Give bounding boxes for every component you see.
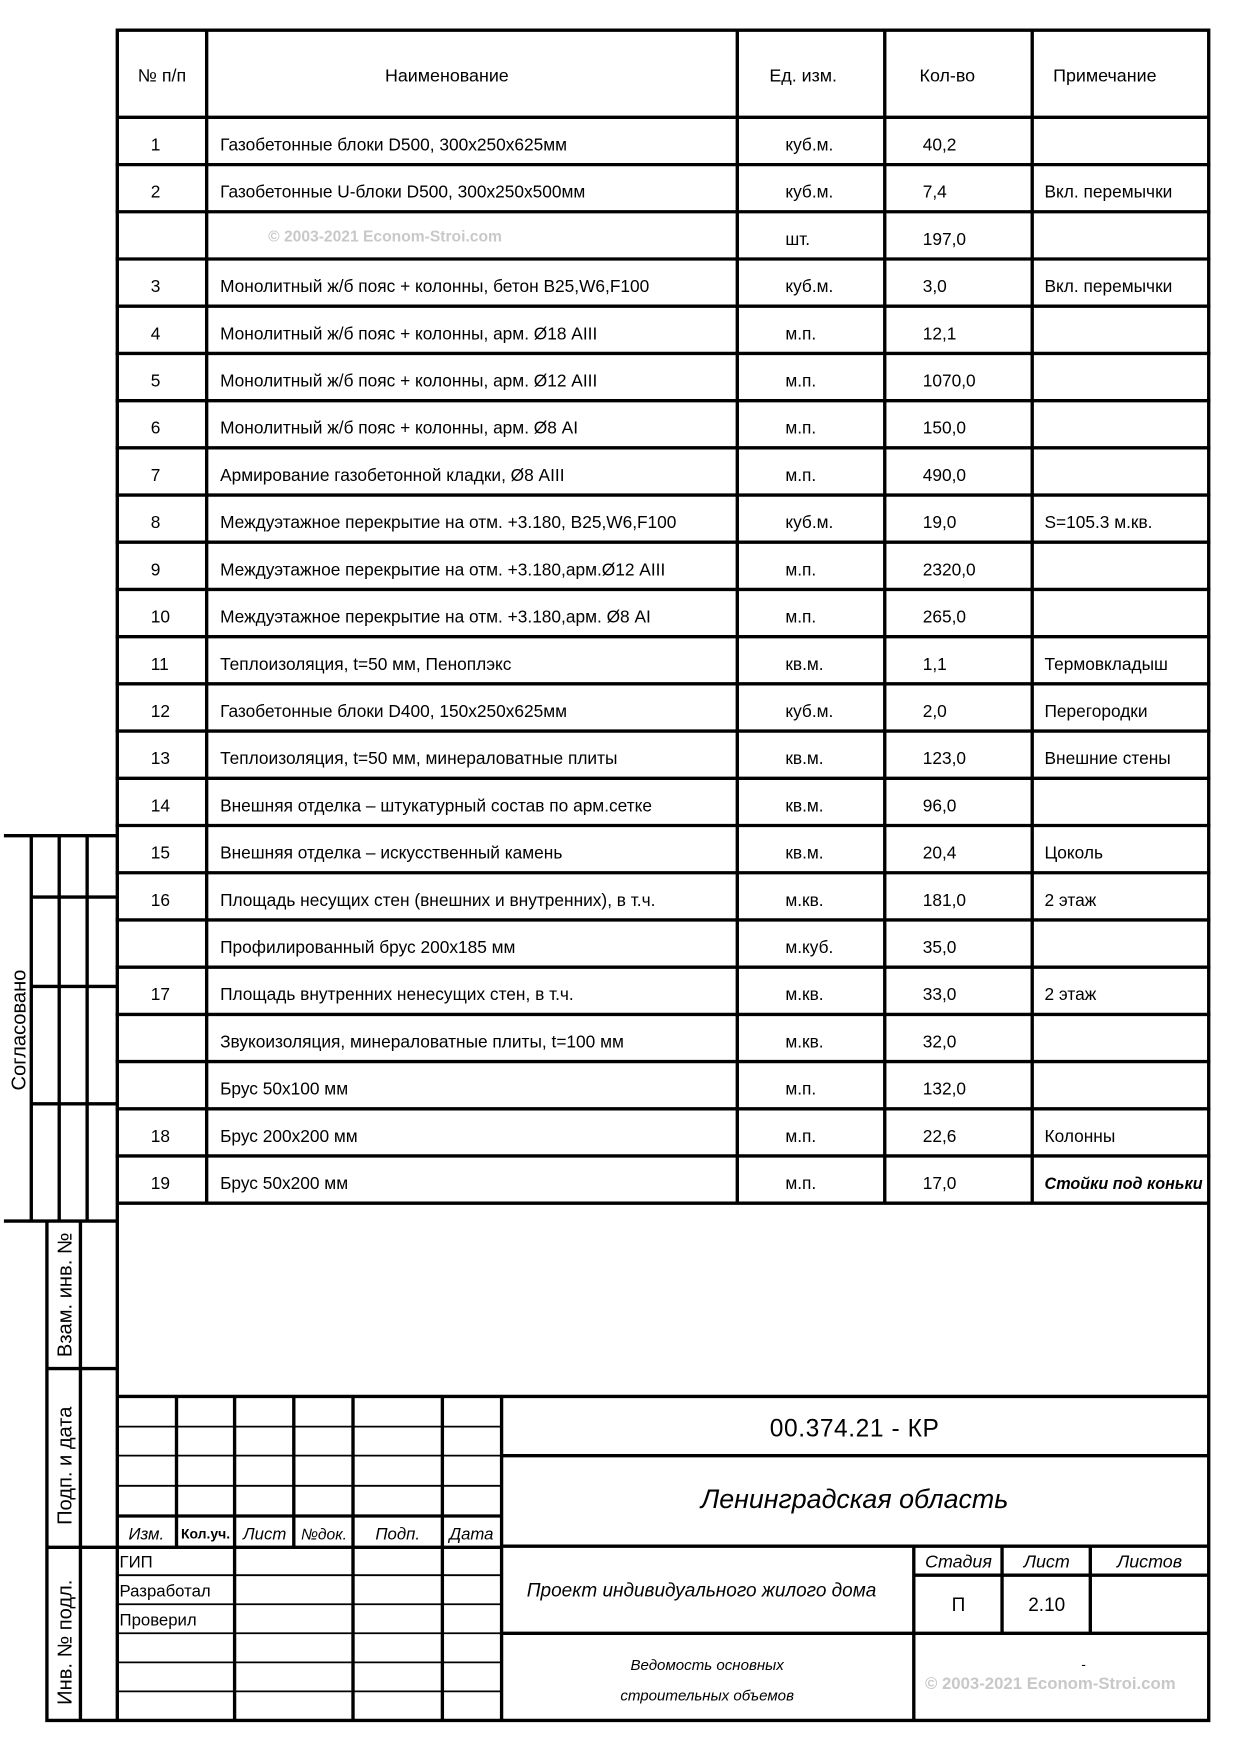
row-name-cell: Междуэтажное перекрытие на отм. +3.180, В25,W6,F100 (220, 512, 677, 533)
table-row (220, 937, 956, 957)
table-row (151, 559, 976, 579)
row-num-cell: 4 (150, 323, 161, 344)
row-qty-cell: 132,0 (922, 1078, 967, 1099)
sheet-label: Лист (1023, 1551, 1070, 1572)
row-name-cell: Теплоизоляция, t=50 мм, Пеноплэкс (220, 653, 512, 674)
row-name-cell: Газобетонные блоки D400, 150х250х625мм (220, 701, 568, 722)
table-row (151, 843, 1103, 863)
row-qty-cell: 1070,0 (922, 370, 976, 391)
table-row (220, 1031, 956, 1051)
row-unit-cell: м.п. (785, 1125, 817, 1146)
role-gip: ГИП (119, 1552, 153, 1572)
agreed-label: Согласовано (8, 969, 31, 1091)
row-name-cell: Междуэтажное перекрытие на отм. +3.180,арм.Ø12 АIII (220, 559, 666, 580)
header-unit: Ед. изм. (769, 65, 838, 86)
table-row (151, 512, 1153, 532)
table-row (151, 418, 966, 438)
row-num-cell: 17 (150, 984, 171, 1005)
row-unit-cell: кв.м. (785, 748, 824, 769)
role-checker: Проверил (119, 1610, 197, 1630)
role-developer: Разработал (119, 1581, 211, 1601)
row-name-cell: Внешняя отделка – штукатурный состав по арм.сетке (220, 795, 653, 816)
changes-header-izm: Изм. (128, 1524, 165, 1544)
row-qty-cell: 197,0 (922, 228, 967, 249)
row-num-cell: 5 (150, 370, 161, 391)
document-code: 00.374.21 - КР (769, 1415, 940, 1443)
header-num: № п/п (137, 65, 187, 86)
row-qty-cell: 123,0 (922, 748, 967, 769)
row-unit-cell: куб.м. (785, 276, 834, 297)
row-name-cell: Площадь несущих стен (внешних и внутренних), в т.ч. (220, 889, 656, 910)
row-note-cell: Термовкладыш (1044, 653, 1168, 674)
row-note-cell: S=105.3 м.кв. (1044, 512, 1153, 533)
row-num-cell: 3 (150, 276, 161, 297)
row-note-cell: Вкл. перемычки (1044, 276, 1173, 297)
row-unit-cell: м.кв. (785, 1031, 824, 1052)
row-unit-cell: кв.м. (785, 795, 824, 816)
title-block (527, 1416, 1182, 1705)
table-row (151, 182, 1172, 202)
table-row (151, 748, 1171, 768)
row-name-cell: Междуэтажное перекрытие на отм. +3.180,арм. Ø8 АI (220, 606, 651, 627)
row-name-cell: Звукоизоляция, минераловатные плиты, t=100 мм (220, 1031, 624, 1052)
row-num-cell: 15 (150, 842, 171, 863)
watermark-body: © 2003-2021 Econom-Stroi.com (268, 228, 502, 246)
table-row (151, 1126, 1115, 1146)
row-unit-cell: м.п. (785, 370, 817, 391)
row-note-cell: Колонны (1044, 1125, 1116, 1146)
row-name-cell: Площадь внутренних ненесущих стен, в т.ч. (220, 984, 574, 1005)
header-qty: Кол-во (919, 65, 976, 86)
watermark-corner: © 2003-2021 Econom-Stroi.com (924, 1674, 1176, 1694)
dash-mark: - (1081, 1657, 1086, 1673)
table-row (151, 370, 976, 390)
row-unit-cell: м.п. (785, 1173, 817, 1194)
row-name-cell: Внешняя отделка – искусственный камень (220, 842, 563, 863)
row-name-cell: Монолитный ж/б пояс + колонны, арм. Ø12 АIII (220, 370, 598, 391)
table-row (151, 134, 957, 154)
row-name-cell: Монолитный ж/б пояс + колонны, арм. Ø8 АI (220, 417, 579, 438)
row-num-cell: 12 (150, 701, 171, 722)
table-row (151, 890, 1097, 910)
row-qty-cell: 40,2 (922, 134, 957, 155)
side-stamp (9, 970, 77, 1705)
row-note-cell: 2 этаж (1044, 889, 1097, 910)
row-note-cell: Внешние стены (1044, 748, 1171, 769)
row-unit-cell: м.кв. (785, 984, 824, 1005)
table-row (785, 229, 966, 249)
row-qty-cell: 19,0 (922, 512, 957, 533)
row-note-cell: Цоколь (1044, 842, 1104, 863)
row-name-cell: Брус 200х200 мм (220, 1125, 358, 1146)
changes-header-list: Лист (243, 1524, 287, 1544)
row-unit-cell: м.п. (785, 1078, 817, 1099)
row-num-cell: 16 (150, 889, 171, 910)
row-note-cell: Стойки под коньки (1044, 1175, 1203, 1194)
table-header (138, 66, 1157, 86)
table-row (151, 276, 1172, 296)
row-note-cell: Перегородки (1044, 701, 1148, 722)
changes-header-kol-uch: Кол.уч. (180, 1525, 231, 1542)
table-row (220, 1079, 966, 1099)
table-row (151, 795, 957, 815)
row-qty-cell: 2,0 (922, 701, 947, 722)
table-row (151, 1173, 1203, 1193)
row-name-cell: Монолитный ж/б пояс + колонны, арм. Ø18 АIII (220, 323, 598, 344)
table-row (151, 607, 966, 627)
row-num-cell: 1 (150, 134, 161, 155)
row-name-cell: Газобетонные блоки D500, 300х250х625мм (220, 134, 568, 155)
row-name-cell: Теплоизоляция, t=50 мм, минераловатные плиты (220, 748, 618, 769)
sheet-value: 2.10 (1028, 1594, 1066, 1616)
header-name: Наименование (384, 65, 509, 86)
table-row (151, 323, 957, 343)
row-qty-cell: 2320,0 (922, 559, 976, 580)
row-num-cell: 9 (150, 559, 161, 580)
table-body (151, 134, 1203, 1193)
table-row (151, 701, 1148, 721)
row-name-cell: Брус 50х200 мм (220, 1173, 349, 1194)
row-num-cell: 6 (150, 417, 161, 438)
row-qty-cell: 17,0 (922, 1173, 957, 1194)
row-name-cell: Газобетонные U-блоки D500, 300х250х500мм (220, 181, 586, 202)
sheet-title-line-1: Ведомость основных (630, 1657, 784, 1675)
row-num-cell: 11 (150, 653, 169, 674)
row-qty-cell: 490,0 (922, 464, 967, 485)
row-qty-cell: 20,4 (922, 842, 957, 863)
row-unit-cell: м.п. (785, 559, 817, 580)
row-unit-cell: куб.м. (785, 181, 834, 202)
row-qty-cell: 33,0 (922, 984, 957, 1005)
row-qty-cell: 22,6 (922, 1125, 957, 1146)
sign-date-label: Подп. и дата (54, 1406, 77, 1525)
row-unit-cell: шт. (785, 228, 811, 249)
stage-value: П (951, 1594, 966, 1616)
row-num-cell: 10 (150, 606, 171, 627)
row-name-cell: Профилированный брус 200х185 мм (220, 937, 516, 958)
sheet-title-line-2: строительных объемов (620, 1687, 794, 1705)
row-num-cell: 19 (150, 1173, 171, 1194)
table-row (151, 465, 966, 485)
row-qty-cell: 1,1 (922, 653, 947, 674)
row-num-cell: 7 (150, 464, 161, 485)
row-unit-cell: м.п. (785, 323, 817, 344)
row-unit-cell: м.куб. (785, 937, 834, 958)
replaced-inv-label: Взам. инв. № (54, 1232, 77, 1358)
row-unit-cell: м.п. (785, 606, 817, 627)
row-qty-cell: 265,0 (922, 606, 967, 627)
row-unit-cell: кв.м. (785, 842, 824, 863)
row-unit-cell: куб.м. (785, 701, 834, 722)
row-qty-cell: 7,4 (922, 181, 947, 202)
row-num-cell: 2 (150, 181, 161, 202)
row-unit-cell: кв.м. (785, 653, 824, 674)
changes-header-date: Дата (449, 1524, 494, 1544)
row-num-cell: 8 (150, 512, 161, 533)
row-qty-cell: 181,0 (922, 889, 967, 910)
row-qty-cell: 12,1 (922, 323, 957, 344)
table-row (151, 984, 1097, 1004)
orig-inv-label: Инв. № подл. (54, 1579, 77, 1705)
row-unit-cell: м.п. (785, 464, 817, 485)
table-row (151, 654, 1168, 674)
row-qty-cell: 96,0 (922, 795, 957, 816)
row-num-cell: 18 (150, 1125, 171, 1146)
row-name-cell: Армирование газобетонной кладки, Ø8 АIII (220, 464, 565, 485)
sheets-label: Листов (1116, 1551, 1183, 1572)
changes-header-doc-no: №док. (300, 1526, 347, 1544)
location-title: Ленинградская область (700, 1484, 1009, 1515)
header-note: Примечание (1053, 65, 1157, 86)
row-qty-cell: 3,0 (922, 276, 947, 297)
row-note-cell: Вкл. перемычки (1044, 181, 1173, 202)
row-unit-cell: м.п. (785, 417, 817, 438)
changes-header-sign: Подп. (375, 1524, 420, 1544)
row-qty-cell: 150,0 (922, 417, 967, 438)
row-unit-cell: м.кв. (785, 889, 824, 910)
row-qty-cell: 35,0 (922, 937, 957, 958)
row-qty-cell: 32,0 (922, 1031, 957, 1052)
row-note-cell: 2 этаж (1044, 984, 1097, 1005)
row-unit-cell: куб.м. (785, 134, 834, 155)
row-num-cell: 14 (150, 795, 171, 816)
project-title: Проект индивидуального жилого дома (526, 1580, 877, 1602)
row-unit-cell: куб.м. (785, 512, 834, 533)
row-num-cell: 13 (150, 748, 171, 769)
row-name-cell: Брус 50х100 мм (220, 1078, 349, 1099)
stage-label: Стадия (925, 1551, 992, 1572)
row-name-cell: Монолитный ж/б пояс + колонны, бетон В25,W6,F100 (220, 276, 650, 297)
